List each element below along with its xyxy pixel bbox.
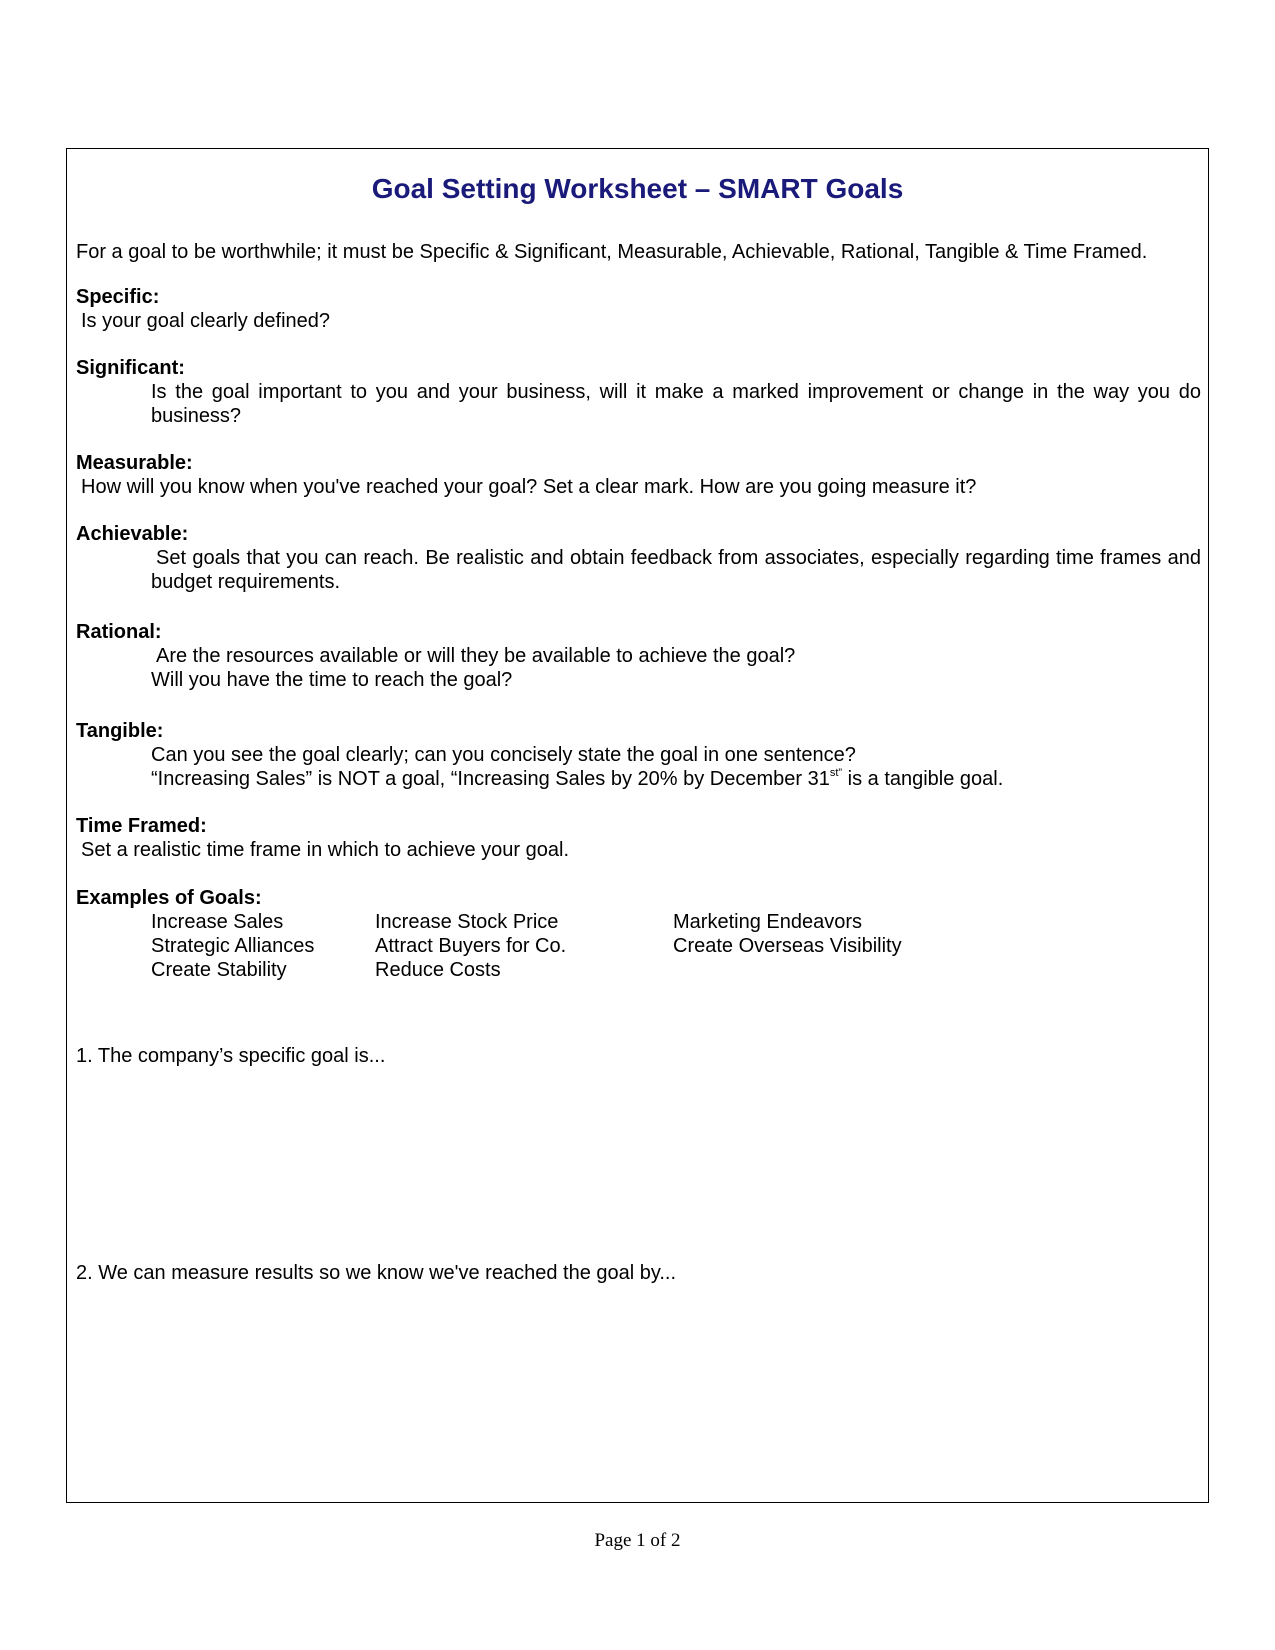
section-line: Is the goal important to you and your business, will it make a marked improvement or change in the way you do business? [151,381,1201,427]
section-line: Set a realistic time frame in which to achieve your goal. [81,839,569,861]
example-goal: Create Stability [151,959,287,981]
page-number: Page 1 of 2 [594,1530,681,1551]
section-body [76,380,1201,428]
page-title: Goal Setting Worksheet – SMART Goals [371,173,904,204]
tangible-example-tail: is a tangible goal. [842,768,1004,790]
section-line: How will you know when you've reached your goal? Set a clear mark. How are you going measure it? [81,476,977,498]
section-heading: Rational: [76,621,162,643]
section-heading: Time Framed: [76,815,207,837]
tangible-example [151,767,1201,791]
section-body [76,644,1201,692]
ordinal-suffix: st” [829,767,843,779]
example-goal: Reduce Costs [375,959,501,981]
tangible-example-text: “Increasing Sales” is NOT a goal, “Increasing Sales by 20% by December 31 [151,768,830,790]
example-goal: Marketing Endeavors [673,911,862,933]
section-heading: Measurable: [76,452,193,474]
section-heading: Tangible: [76,720,164,742]
example-goal: Increase Stock Price [375,911,559,933]
section-line: Will you have the time to reach the goal? [151,669,513,691]
section-line: Set goals that you can reach. Be realistic and obtain feedback from associates, especially regarding time frames and budget requirements. [151,547,1201,593]
section-time-framed [76,814,1201,862]
section-body [76,546,1201,594]
section-examples [76,886,1201,910]
section-significant [76,356,1201,428]
examples-heading: Examples of Goals: [76,887,262,909]
section-line: Can you see the goal clearly; can you concisely state the goal in one sentence? [151,744,856,766]
section-body [76,309,1201,333]
section-line: Is your goal clearly defined? [81,310,331,332]
section-body [76,475,1201,499]
prompt-measure-results: 2. We can measure results so we know we've reached the goal by... [76,1262,677,1284]
example-goal: Strategic Alliances [151,935,315,957]
section-achievable [76,522,1201,594]
example-goal: Increase Sales [151,911,284,933]
example-goal: Create Overseas Visibility [673,935,902,957]
section-specific [76,285,1201,333]
section-heading: Specific: [76,286,160,308]
worksheet-frame [66,148,1209,1503]
section-rational [76,620,1201,692]
prompt-specific-goal: 1. The company’s specific goal is... [76,1045,386,1067]
section-heading: Significant: [76,357,185,379]
section-body [76,743,1201,791]
intro-text: For a goal to be worthwhile; it must be Specific & Significant, Measurable, Achievable, Rational, Tangible & Time Framed. [76,241,1148,263]
section-body [76,838,1201,862]
section-measurable [76,451,1201,499]
section-line: Are the resources available or will they be available to achieve the goal? [156,645,796,667]
example-goal: Attract Buyers for Co. [375,935,567,957]
section-tangible [76,719,1201,791]
section-heading: Achievable: [76,523,189,545]
